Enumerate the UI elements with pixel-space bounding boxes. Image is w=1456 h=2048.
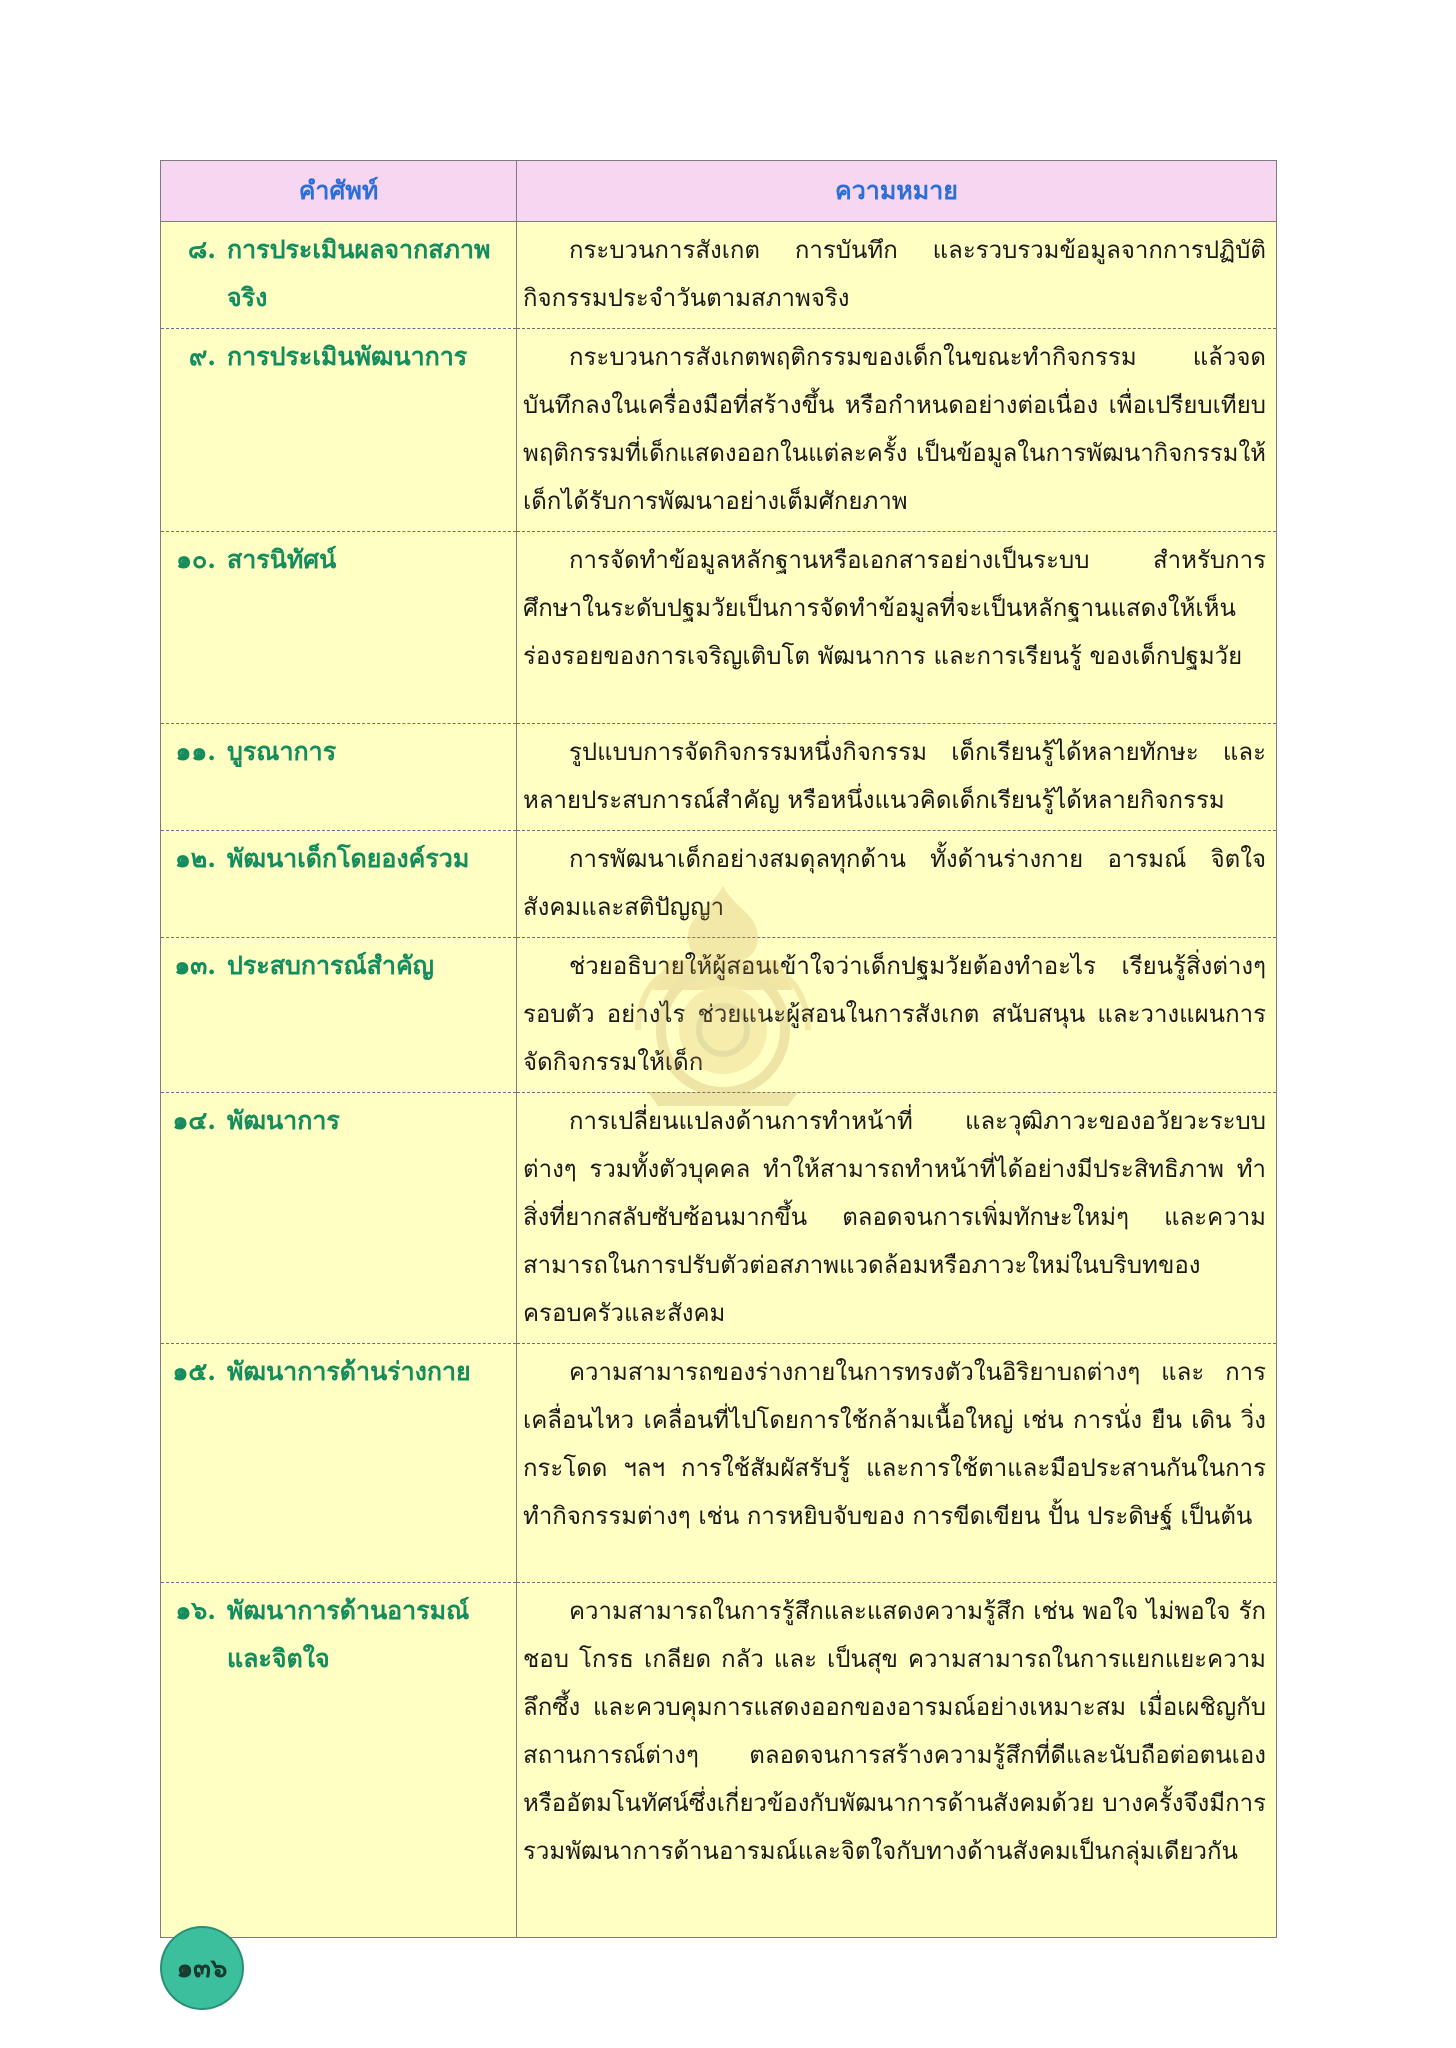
term-number: ๘.: [188, 235, 216, 264]
table-row: [161, 938, 1277, 1093]
term-number: ๑๐.: [176, 545, 216, 574]
table-row: [161, 329, 1277, 532]
table-row: [161, 222, 1277, 329]
meaning-cell: [517, 831, 1277, 938]
meaning-cell: [517, 1583, 1277, 1938]
meaning-cell: [517, 329, 1277, 532]
term-cell: [161, 532, 517, 724]
term-text: สารนิทัศน์: [227, 545, 337, 574]
meaning-text: การจัดทำข้อมูลหลักฐานหรือเอกสารอย่างเป็นระบบ สำหรับการศึกษาในระดับปฐมวัยเป็นการจัดทำข้อมูลที่จะเป็นหลักฐานแสดงให้เห็นร่องรอยของการเจริญเติบโต พัฒนาการ และการเรียนรู้ ของเด็กปฐมวัย: [523, 546, 1266, 670]
term-text: การประเมินผลจากสภาพจริง: [227, 235, 491, 312]
glossary-table: [160, 160, 1277, 1938]
term-cell: [161, 1583, 517, 1938]
term-cell: [161, 222, 517, 329]
meaning-text: การพัฒนาเด็กอย่างสมดุลทุกด้าน ทั้งด้านร่างกาย อารมณ์ จิตใจ สังคมและสติปัญญา: [523, 845, 1266, 921]
term-text: บูรณาการ: [227, 737, 337, 766]
meaning-cell: [517, 222, 1277, 329]
term-cell: [161, 938, 517, 1093]
term-text: พัฒนาการด้านร่างกาย: [227, 1357, 471, 1386]
term-number: ๑๓.: [174, 951, 216, 980]
meaning-text: รูปแบบการจัดกิจกรรมหนึ่งกิจกรรม เด็กเรียนรู้ได้หลายทักษะ และหลายประสบการณ์สำคัญ หรือหนึ่งแนวคิดเด็กเรียนรู้ได้หลายกิจกรรม: [523, 738, 1266, 814]
meaning-cell: [517, 938, 1277, 1093]
table-row: [161, 532, 1277, 724]
term-text: การประเมินพัฒนาการ: [227, 342, 468, 371]
meaning-cell: [517, 532, 1277, 724]
meaning-cell: [517, 1093, 1277, 1344]
term-text: พัฒนาการ: [227, 1106, 340, 1135]
header-row: [161, 161, 1277, 222]
term-number: ๙.: [188, 342, 216, 371]
term-number: ๑๔.: [172, 1106, 216, 1135]
table-row: [161, 1344, 1277, 1583]
table-row: [161, 724, 1277, 831]
term-number: ๑๑.: [175, 737, 216, 766]
meaning-text: การเปลี่ยนแปลงด้านการทำหน้าที่ และวุฒิภาวะของอวัยวะระบบต่างๆ รวมทั้งตัวบุคคล ทำให้สามารถทำหน้าที่ได้อย่างมีประสิทธิภาพ ทำสิ่งที่ยากสลับซับซ้อนมากขึ้น ตลอดจนการเพิ่มทักษะใหม่ๆ และความสามารถในการปรับตัวต่อสภาพแวดล้อมหรือภาวะใหม่ในบริบทของครอบครัวและสังคม: [523, 1107, 1266, 1327]
table-row: [161, 1093, 1277, 1344]
table-row: [161, 1583, 1277, 1938]
term-number: ๑๖.: [175, 1596, 216, 1625]
term-cell: [161, 329, 517, 532]
page-number-badge: [160, 1926, 244, 2010]
meaning-cell: [517, 724, 1277, 831]
term-number: ๑๒.: [174, 844, 216, 873]
meaning-text: ความสามารถของร่างกายในการทรงตัวในอิริยาบถต่างๆ และ การเคลื่อนไหว เคลื่อนที่ไปโดยการใช้กล้ามเนื้อใหญ่ เช่น การนั่ง ยืน เดิน วิ่ง กระโดด ฯลฯ การใช้สัมผัสรับรู้ และการใช้ตาและมือประสานกันในการทำกิจกรรมต่างๆ เช่น การหยิบจับของ การขีดเขียน ปั้น ประดิษฐ์ เป็นต้น: [523, 1358, 1266, 1530]
term-text: พัฒนาเด็กโดยองค์รวม: [227, 844, 470, 873]
term-cell: [161, 1093, 517, 1344]
meaning-text: กระบวนการสังเกตพฤติกรรมของเด็กในขณะทำกิจกรรม แล้วจดบันทึกลงในเครื่องมือที่สร้างขึ้น หรือกำหนดอย่างต่อเนื่อง เพื่อเปรียบเทียบพฤติกรรมที่เด็กแสดงออกในแต่ละครั้ง เป็นข้อมูลในการพัฒนากิจกรรมให้เด็กได้รับการพัฒนาอย่างเต็มศักยภาพ: [523, 343, 1266, 515]
header-term: คำศัพท์: [161, 161, 517, 222]
table-row: [161, 831, 1277, 938]
meaning-text: กระบวนการสังเกต การบันทึก และรวบรวมข้อมูลจากการปฏิบัติกิจกรรมประจำวันตามสภาพจริง: [523, 236, 1266, 312]
term-text: ประสบการณ์สำคัญ: [227, 951, 434, 980]
meaning-text: ความสามารถในการรู้สึกและแสดงความรู้สึก เช่น พอใจ ไม่พอใจ รัก ชอบ โกรธ เกลียด กลัว และ เป็นสุข ความสามารถในการแยกแยะความลึกซึ้ง และควบคุมการแสดงออกของอารมณ์อย่างเหมาะสม เมื่อเผชิญกับสถานการณ์ต่างๆ ตลอดจนการสร้างความรู้สึกที่ดีและนับถือต่อตนเอง หรืออัตมโนทัศน์ซึ่งเกี่ยวข้องกับพัฒนาการด้านสังคมด้วย บางครั้งจึงมีการรวมพัฒนาการด้านอารมณ์และจิตใจกับทางด้านสังคมเป็นกลุ่มเดียวกัน: [523, 1597, 1266, 1865]
meaning-cell: [517, 1344, 1277, 1583]
term-number: ๑๕.: [172, 1357, 216, 1386]
header-meaning: ความหมาย: [517, 161, 1277, 222]
term-cell: [161, 724, 517, 831]
meaning-text: ช่วยอธิบายให้ผู้สอนเข้าใจว่าเด็กปฐมวัยต้องทำอะไร เรียนรู้สิ่งต่างๆ รอบตัว อย่างไร ช่วยแนะผู้สอนในการสังเกต สนับสนุน และวางแผนการจัดกิจกรรมให้เด็ก: [523, 952, 1266, 1076]
term-text: พัฒนาการด้านอารมณ์และจิตใจ: [227, 1596, 470, 1673]
term-cell: [161, 1344, 517, 1583]
page-number: ๑๓๖: [176, 1953, 228, 1984]
term-cell: [161, 831, 517, 938]
